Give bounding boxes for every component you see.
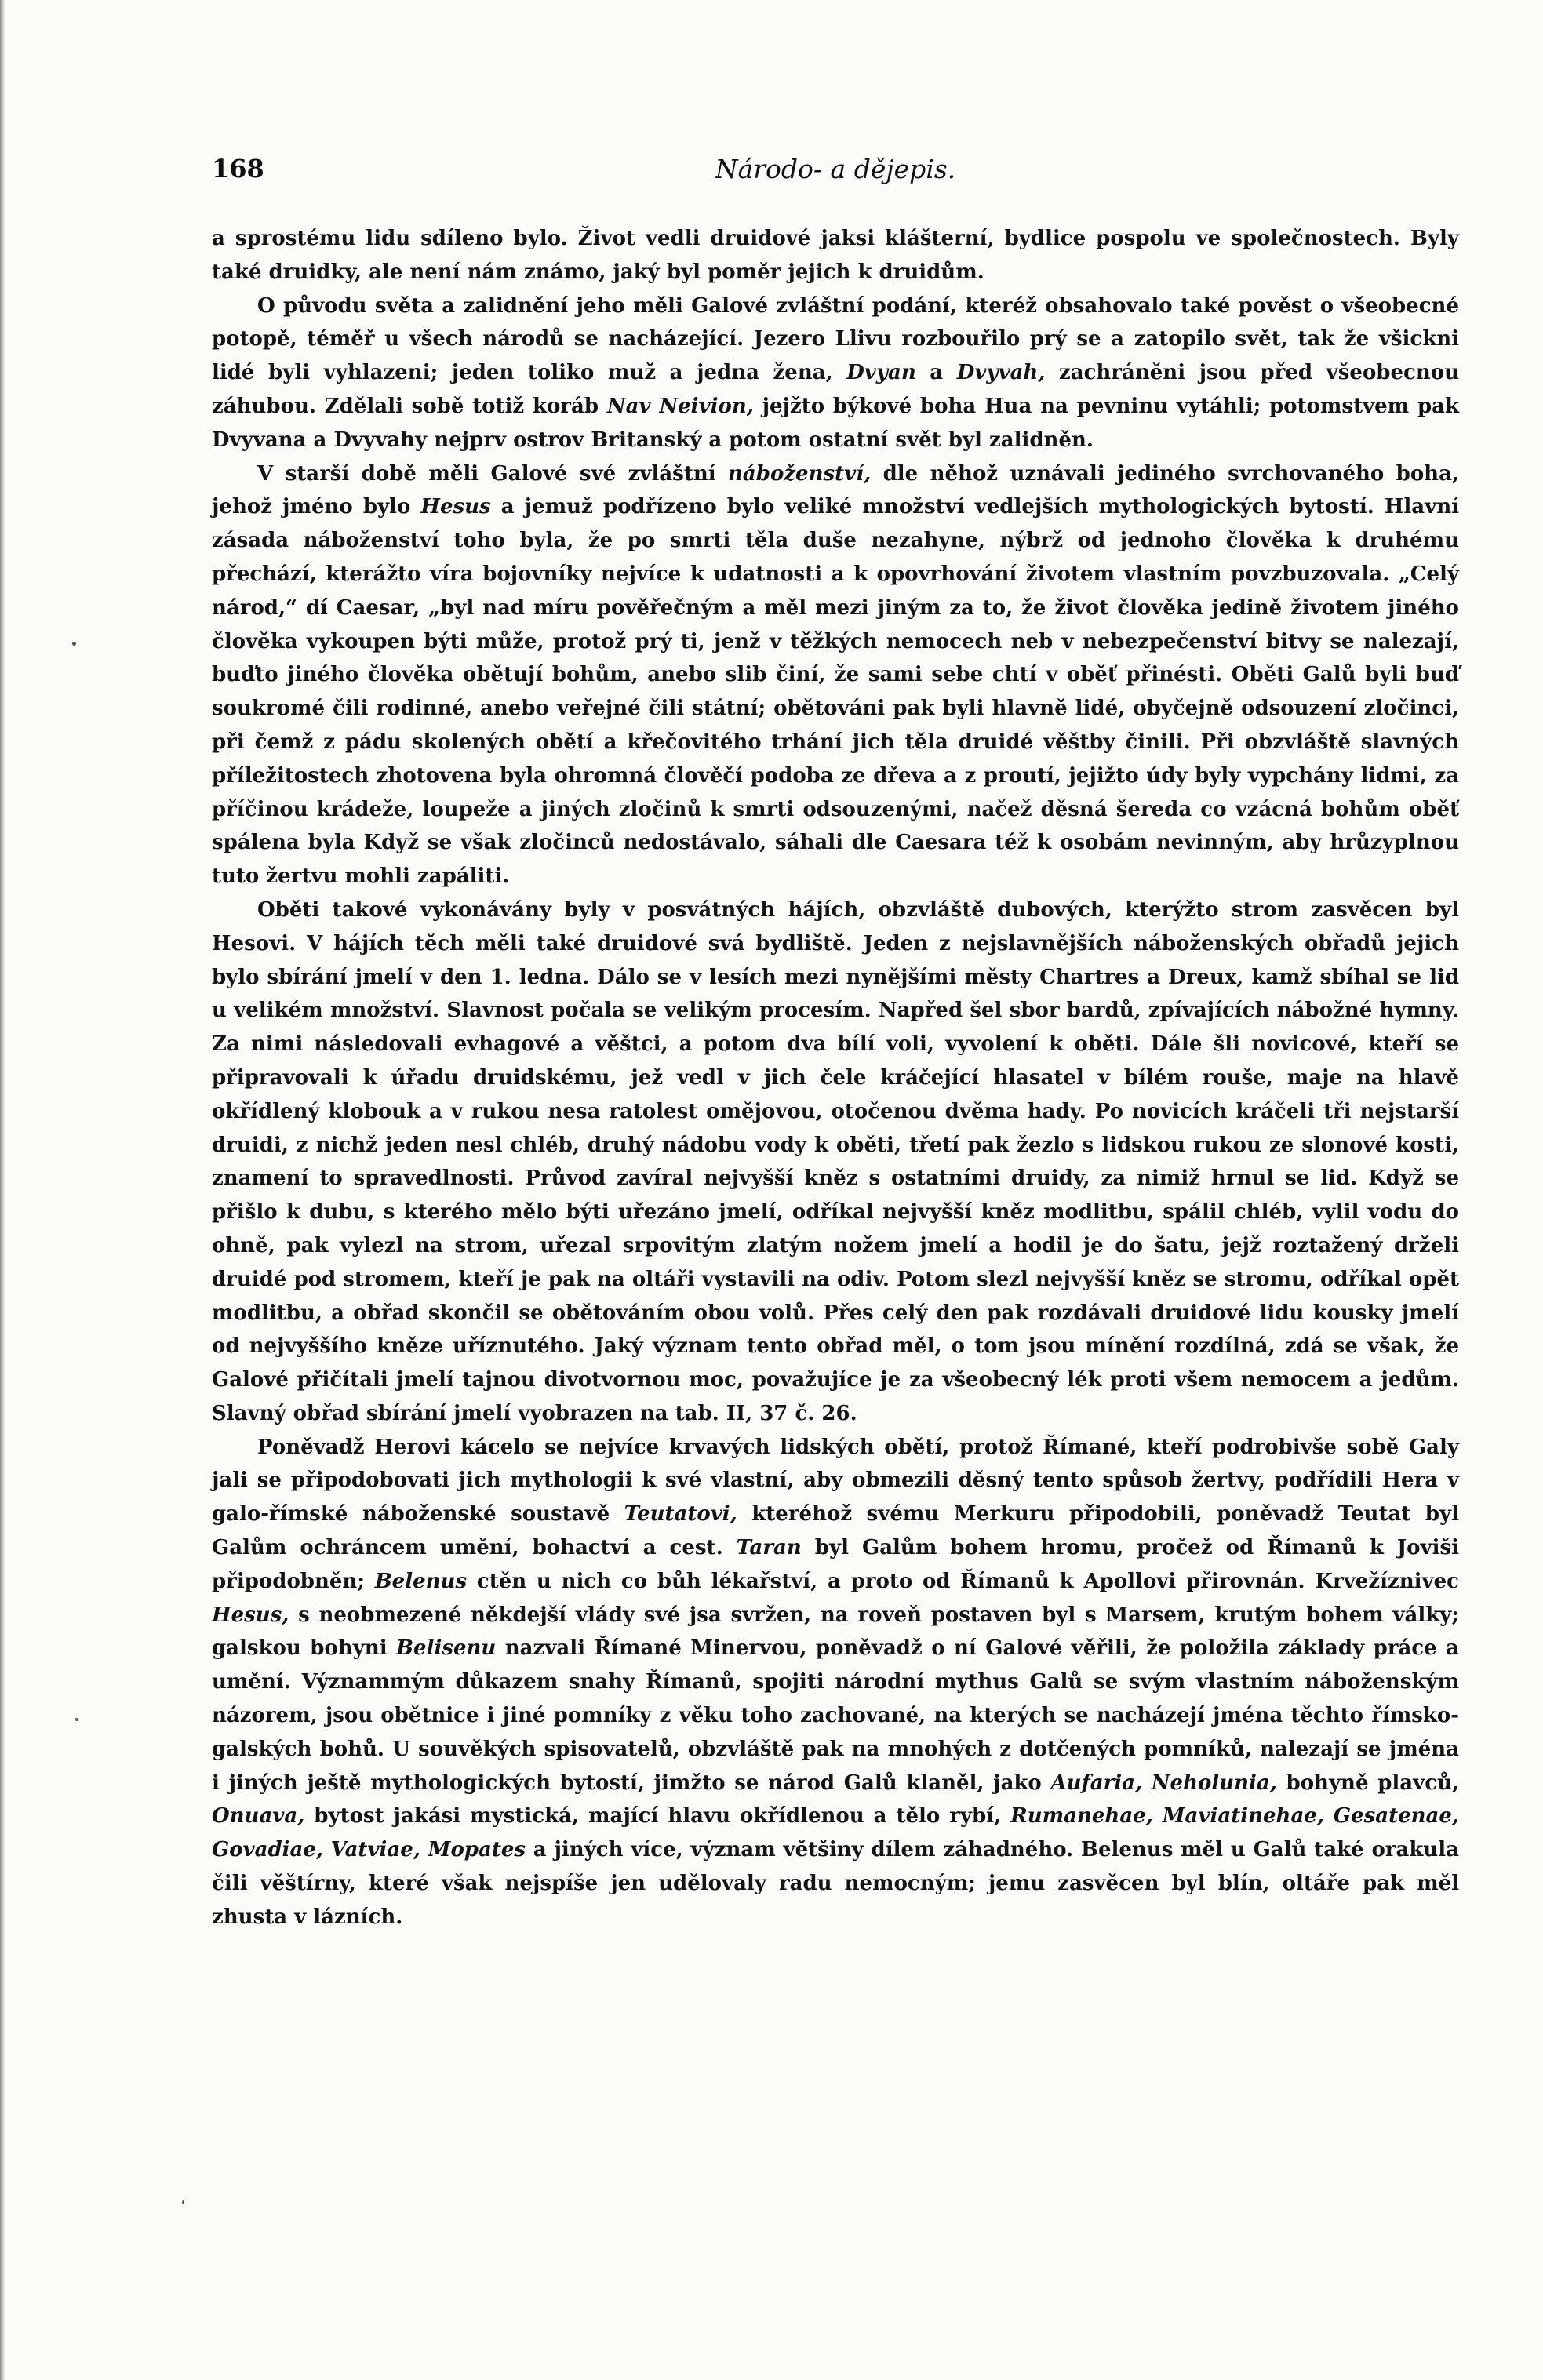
- text-run: a sprostému lidu sdíleno bylo. Život vedli druidové jaksi klášterní, bydlice pospolu ve společnostech. Byly také druidky, ale není nám známo, jaký byl poměr jejich k druidům.: [212, 227, 1459, 284]
- text-run: a jiných více, význam většiny dílem záhadného. Belenus měl u Galů také orakula čili věštírny, které však nejspíše jen udělovaly radu nemocným; jemu zasvěcen byl blín, oltáře pak měl zhusta v lázních.: [212, 1838, 1459, 1929]
- paragraph: [212, 457, 1459, 893]
- text-run: zachráněni jsou před všeobecnou záhubou. Zdělali sobě totiž koráb: [212, 361, 1460, 418]
- text-run: kteréhož svému Merkuru připodobili, poněvadž Teutat byl Galům ochráncem umění, bohactví a cest.: [212, 1502, 1459, 1560]
- italic-term: Nav Neivion,: [606, 394, 754, 418]
- italic-term: Belisenu: [396, 1636, 497, 1661]
- text-run: Oběti takové vykonávány byly v posvátných hájích, obzvláště dubových, kterýžto strom zasvěcen byl Hesovi. V hájích těch měli také druidové svá bydliště. Jeden z nejslavnějších náboženských obřadů jejich bylo sbírání jmelí v den 1. ledna. Dálo se v lesích mezi nynějšími městy Chartres a Dreux, kamž sbíhal se lid u velikém množství. Slavnost počala se velikým procesím. Napřed šel sbor bardů, zpívajících nábožné hymny. Za nimi následovali evhagové a věštci, a potom dva bílí voli, vyvolení k oběti. Dále šli novicové, kteří se připravovali k úřadu druidskému, jež vedl v jich čele kráčející hlasatel v bílém rouše, maje na hlavě okřídlený klobouk a v rukou nesa ratolest omějovou, otočenou dvěma hady. Po novicích kráčeli tři nejstarší druidi, z nichž jeden nesl chléb, druhý nádobu vody k oběti, třetí pak žezlo s lidskou rukou ze slonové kosti, znamení to spravedlnosti. Průvod zavíral nejvyšší kněz s ostatními druidy, za nimiž hrnul se lid. Když se přišlo k dubu, s kterého mělo býti uřezáno jmelí, odříkal nejvyšší kněz modlitbu, spálil chléb, vylil vodu do ohně, pak vylezl na strom, uřezal srpovitým zlatým nožem jmelí a hodil je do šatu, jejž roztažený drželi druidé pod stromem, kteří je pak na oltáři vystavili na odiv. Potom slezl nejvyšší kněz se stromu, odříkal opět modlitbu, a obřad skončil se obětováním obou volů. Přes celý den pak rozdávali druidové lidu kousky jmelí od nejvyššího kněze uříznutého. Jaký význam tento obřad měl, o tom jsou mínění rozdílná, zdá se však, že Galové přičítali jmelí tajnou divotvornou moc, považujíce je za všeobecný lék proti všem nemocem a jedům. Slavný obřad sbírání jmelí vyobrazen na tab. II, 37 č. 26.: [212, 897, 1459, 1425]
- paragraph: [212, 1431, 1459, 1934]
- italic-term: Onuava,: [212, 1804, 305, 1829]
- text-run: O původu světa a zalidnění jeho měli Galové zvláštní podání, kteréž obsahovalo také pověst o všeobecné potopě, téměř u všech národů se nacházející. Jezero Llivu rozbouřilo prý se a zatopilo svět, tak že všickni lidé byli vyhlazeni; jeden toliko muž a jedna žena,: [212, 293, 1459, 385]
- italic-term: Rumanehae, Maviatinehae, Gesatenae, Govadiae, Vatviae, Mopates: [212, 1804, 1459, 1862]
- paragraph: [212, 289, 1459, 457]
- paragraph: [212, 893, 1459, 1431]
- scan-speck: [75, 1718, 78, 1721]
- running-title: Národo- a dějepis.: [715, 154, 956, 184]
- text-run: jejžto býkové boha Hua na pevninu vytáhli; potomstvem pak Dvyvana a Dvyvahy nejprv ostrov Britanský a potom ostatní svět byl zalidněn.: [212, 394, 1459, 452]
- body-text: [212, 222, 1459, 1934]
- text-run: a: [915, 361, 957, 385]
- text-run: a jemuž podřízeno bylo veliké množství vedlejších mythologických bytostí. Hlavní zásada náboženství toho byla, že po smrti těla duše nezahyne, nýbrž od jednoho člověka k druhému přechází, kterážto víra bojovníky nejvíce k udatnosti a k opovrhování životem vlastním povzbuzovala. „Celý národ,“ dí Caesar, „byl nad míru pověřečným a měl mezi jiným za to, že život člověka jedině životem jiného člověka vykoupen býti může, protož prý ti, jenž v těžkých nemocech neb v nebezpečenství bitvy se nalezají, buďto jiného člověka obětují bohům, anebo slib činí, že sami sebe chtí v oběť přinésti. Oběti Galů byli buď soukromé čili rodinné, anebo veřejné čili státní; obětováni pak byli hlavně lidé, obyčejně odsouzení zločinci, při čemž z pádu skolených obětí a křečovitého trhání jich těla druidé věštby činili. Při obzvláště slavných příležitostech zhotovena byla ohromná člověčí podoba ze dřeva a z proutí, jejižto údy byly vypchány lidmi, za příčinou krádeže, loupeže a jiných zločinů k smrti odsouzenými, načež děsná šereda co vzácná bohům oběť spálena byla Když se však zločinců nedostávalo, sáhali dle Caesara též k osobám nevinným, aby hrůzyplnou tuto žertvu mohli zapáliti.: [212, 495, 1460, 889]
- scan-speck: [182, 2200, 184, 2204]
- text-run: s neobmezené někdejší vlády své jsa svržen, na roveň postaven byl s Marsem, krutým bohem války; galskou bohyni: [212, 1603, 1459, 1661]
- text-run: byl Galům bohem hromu, pročež od Římanů k Joviši připodobněn;: [212, 1536, 1459, 1593]
- italic-term: Hesus,: [212, 1603, 289, 1627]
- italic-term: Dvyvah,: [956, 361, 1046, 385]
- scan-speck: [72, 642, 76, 646]
- italic-term: Taran: [736, 1536, 802, 1560]
- running-head: [212, 154, 1459, 190]
- text-run: bytost jakási mystická, mající hlavu okřídlenou a tělo rybí,: [304, 1804, 1011, 1829]
- italic-term: Hesus: [420, 495, 491, 519]
- text-run: dle něhož uznávali jediného svrchovaného boha, jehož jméno bylo: [212, 461, 1459, 519]
- text-run: ctěn u nich co bůh lékařství, a proto od Římanů k Apollovi přirovnán. Krvežíznivec: [467, 1569, 1459, 1593]
- italic-term: náboženství,: [728, 461, 872, 486]
- paragraph: [212, 222, 1459, 289]
- text-run: nazvali Římané Minervou, poněvadž o ní Galové věřili, že položila základy práce a umění. Význammým důkazem snahy Římanů, spojiti národní mythus Galů se svým vlastním náboženským názorem, jsou obětnice i jiné pomníky z věku toho zachované, na kterých se nacházejí jména těchto římsko-galských bohů. U souvěkých spisovatelů, obzvláště pak na mnohých z dotčených pomníků, nalezají se jména i jiných ještě mythologických bytostí, jimžto se národ Galů klaněl, jako: [212, 1636, 1459, 1795]
- page-edge-shadow: [0, 0, 5, 2380]
- italic-term: Aufaria, Neholunia,: [1050, 1770, 1277, 1795]
- text-run: V starší době měli Galové své zvláštní: [257, 461, 729, 486]
- italic-term: Belenus: [374, 1569, 468, 1593]
- text-run: bohyně plavců,: [1276, 1770, 1460, 1795]
- italic-term: Dvyan: [846, 361, 916, 385]
- italic-term: Teutatovi,: [624, 1502, 737, 1527]
- page-number: 168: [212, 154, 264, 184]
- text-run: Poněvadž Herovi kácelo se nejvíce krvavých lidských obětí, protož Římané, kteří podrobivše sobě Galy jali se připodobovati jich mythologii k své vlastní, aby obmezili děsný tento spůsob žertvy, podřídili Hera v galo-římské náboženské soustavě: [212, 1435, 1459, 1527]
